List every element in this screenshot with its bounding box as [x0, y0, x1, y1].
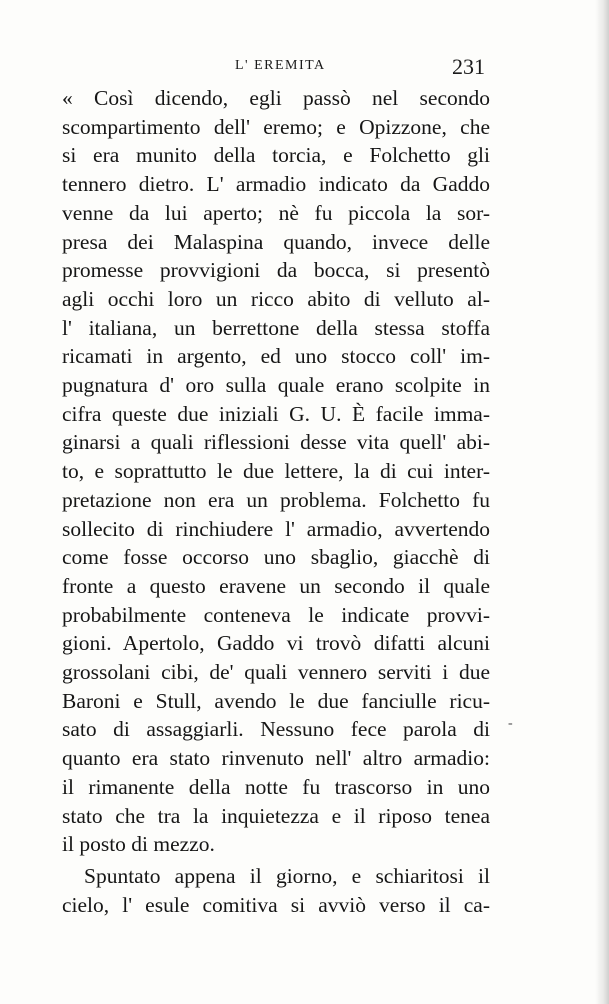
- text-line-23: sato di assaggiarli. Nessuno fece parola di: [62, 717, 490, 742]
- text-line-3: si era munito della torcia, e Folchetto gli: [62, 143, 490, 168]
- text-line-25: il rimanente della notte fu trascorso in uno: [62, 774, 490, 799]
- text-line-11: pugnatura d' oro sulla quale erano scolpite in: [62, 373, 490, 397]
- text-line-10: ricamati in argento, ed uno stocco coll' im-: [62, 344, 490, 369]
- text-line-19: probabilmente conteneva le indicate provvi-: [62, 602, 490, 627]
- text-line-20: gioni. Apertolo, Gaddo vi trovò difatti alcuni: [62, 631, 490, 656]
- text-line-22: Baroni e Stull, avendo le due fanciulle ricu-: [62, 688, 490, 713]
- text-line-21: grossolani cibi, de' quali vennero serviti i due: [62, 660, 490, 684]
- text-line-13: ginarsi a quali riflessioni desse vita quell' abi-: [62, 430, 490, 455]
- page-edge-shadow: [595, 0, 609, 1004]
- text-line-7: promesse provvigioni da bocca, si presentò: [62, 258, 490, 283]
- running-title: L' EREMITA: [235, 58, 326, 73]
- text-line-27: il posto di mezzo.: [62, 832, 215, 857]
- text-line-16: sollecito di rinchiudere l' armadio, avvertendo: [62, 516, 490, 541]
- text-line-9: l' italiana, un berrettone della stessa stoffa: [62, 315, 490, 340]
- text-line-1: « Così dicendo, egli passò nel secondo: [62, 86, 490, 110]
- text-line-28: Spuntato appena il giorno, e schiaritosi il: [84, 864, 490, 888]
- text-line-14: to, e soprattutto le due lettere, la di cui inter-: [62, 459, 490, 484]
- text-line-12: cifra queste due iniziali G. U. È facile imma-: [62, 401, 490, 426]
- text-line-8: agli occhi loro un ricco abito di velluto al-: [62, 286, 490, 311]
- text-line-26: stato che tra la inquietezza e il riposo tenea: [62, 803, 490, 828]
- text-line-18: fronte a questo eravene un secondo il quale: [62, 573, 490, 598]
- text-line-4: tennero dietro. L' armadio indicato da Gaddo: [62, 172, 490, 197]
- page-number: 231: [452, 54, 485, 79]
- text-line-24: quanto era stato rinvenuto nell' altro armadio:: [62, 746, 490, 771]
- text-line-29: cielo, l' esule comitiva si avviò verso il ca-: [62, 892, 490, 917]
- text-line-6: presa dei Malaspina quando, invece delle: [62, 229, 490, 254]
- text-line-2: scompartimento dell' eremo; e Opizzone, che: [62, 114, 490, 139]
- running-head: [0, 56, 609, 80]
- text-line-17: come fosse occorso uno sbaglio, giacchè di: [62, 545, 490, 570]
- text-line-15: pretazione non era un problema. Folchetto fu: [62, 487, 490, 512]
- text-line-5: venne da lui aperto; nè fu piccola la sor-: [62, 200, 490, 225]
- stray-ink-mark: -: [508, 716, 513, 731]
